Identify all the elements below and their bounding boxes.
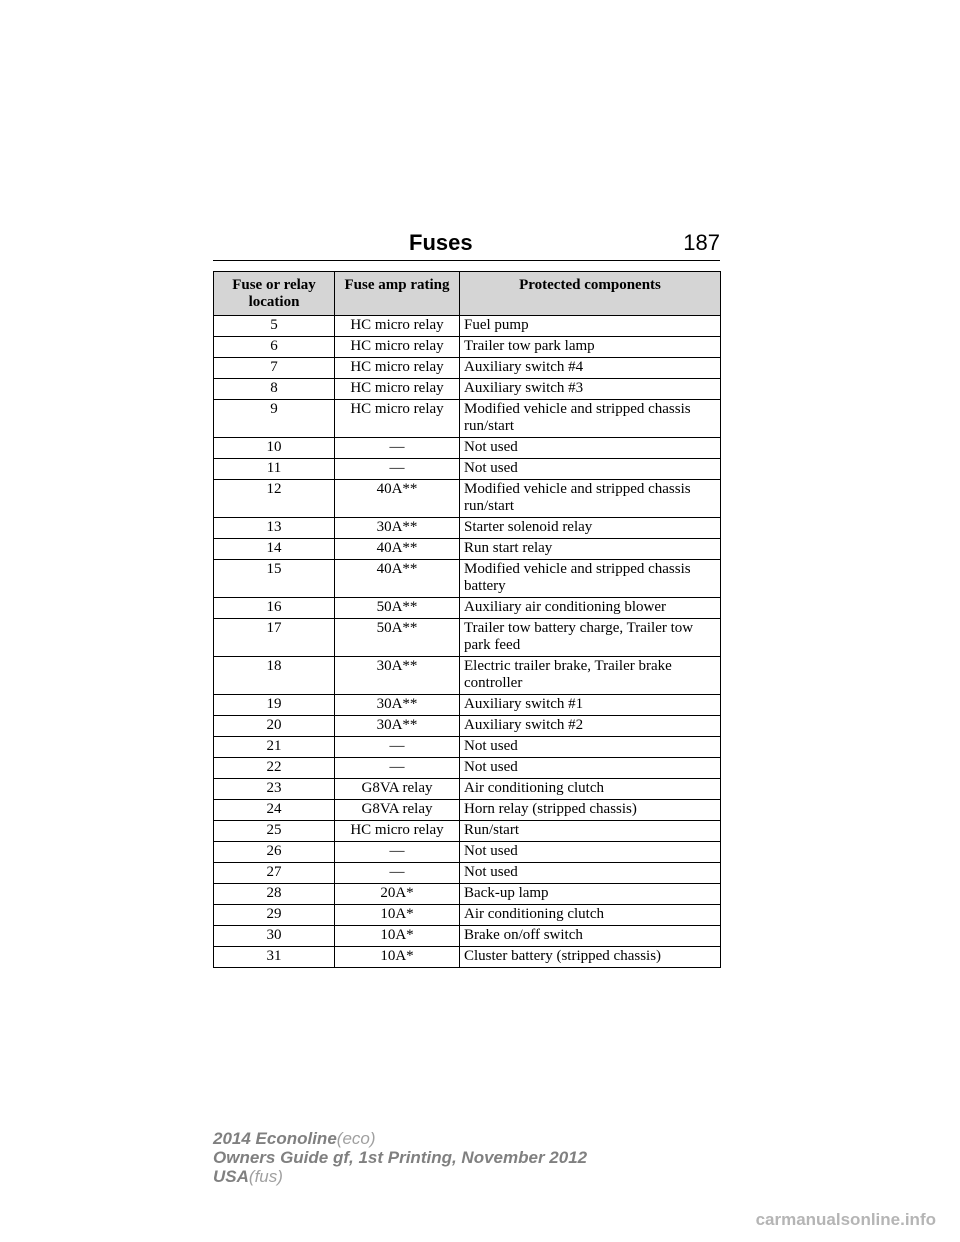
cell-protected-components: Fuel pump xyxy=(460,316,721,337)
cell-protected-components: Auxiliary switch #1 xyxy=(460,695,721,716)
footer-market-code: (fus) xyxy=(248,1167,283,1186)
cell-protected-components: Not used xyxy=(460,863,721,884)
cell-amp-rating: 30A** xyxy=(335,695,460,716)
cell-location: 31 xyxy=(214,947,335,968)
cell-location: 6 xyxy=(214,337,335,358)
cell-amp-rating: 40A** xyxy=(335,480,460,518)
section-title: Fuses xyxy=(409,230,473,255)
cell-protected-components: Electric trailer brake, Trailer brake controller xyxy=(460,657,721,695)
cell-protected-components: Auxiliary air conditioning blower xyxy=(460,598,721,619)
cell-location: 21 xyxy=(214,737,335,758)
table-row xyxy=(214,459,721,480)
cell-amp-rating: 20A* xyxy=(335,884,460,905)
cell-protected-components: Modified vehicle and stripped chassis run/start xyxy=(460,400,721,438)
table-row xyxy=(214,438,721,459)
cell-location: 16 xyxy=(214,598,335,619)
table-row xyxy=(214,947,721,968)
cell-amp-rating: — xyxy=(335,842,460,863)
cell-protected-components: Trailer tow park lamp xyxy=(460,337,721,358)
cell-location: 9 xyxy=(214,400,335,438)
cell-protected-components: Not used xyxy=(460,737,721,758)
cell-protected-components: Run/start xyxy=(460,821,721,842)
document-footer xyxy=(213,1129,587,1186)
cell-location: 5 xyxy=(214,316,335,337)
table-row xyxy=(214,800,721,821)
column-header-amp-rating: Fuse amp rating xyxy=(335,272,460,316)
cell-location: 12 xyxy=(214,480,335,518)
cell-location: 22 xyxy=(214,758,335,779)
cell-protected-components: Modified vehicle and stripped chassis run/start xyxy=(460,480,721,518)
cell-location: 15 xyxy=(214,560,335,598)
cell-amp-rating: HC micro relay xyxy=(335,821,460,842)
table-row xyxy=(214,619,721,657)
table-row xyxy=(214,539,721,560)
cell-amp-rating: 30A** xyxy=(335,716,460,737)
table-row xyxy=(214,657,721,695)
cell-protected-components: Auxiliary switch #2 xyxy=(460,716,721,737)
cell-amp-rating: — xyxy=(335,737,460,758)
footer-printing: Owners Guide gf, 1st Printing, November 2012 xyxy=(213,1148,588,1167)
footer-model-code: (eco) xyxy=(336,1129,376,1148)
cell-location: 11 xyxy=(214,459,335,480)
footer-line-3 xyxy=(213,1167,587,1186)
cell-protected-components: Air conditioning clutch xyxy=(460,905,721,926)
cell-location: 13 xyxy=(214,518,335,539)
cell-location: 26 xyxy=(214,842,335,863)
cell-amp-rating: 40A** xyxy=(335,539,460,560)
cell-protected-components: Horn relay (stripped chassis) xyxy=(460,800,721,821)
table-header-row xyxy=(214,272,721,316)
cell-protected-components: Run start relay xyxy=(460,539,721,560)
cell-location: 24 xyxy=(214,800,335,821)
cell-protected-components: Not used xyxy=(460,842,721,863)
table-row xyxy=(214,358,721,379)
cell-amp-rating: 40A** xyxy=(335,560,460,598)
cell-amp-rating: 10A* xyxy=(335,947,460,968)
cell-amp-rating: HC micro relay xyxy=(335,337,460,358)
cell-location: 18 xyxy=(214,657,335,695)
table-row xyxy=(214,400,721,438)
cell-protected-components: Air conditioning clutch xyxy=(460,779,721,800)
column-header-location: Fuse or relay location xyxy=(214,272,335,316)
cell-protected-components: Back-up lamp xyxy=(460,884,721,905)
cell-protected-components: Not used xyxy=(460,459,721,480)
footer-model: 2014 Econoline xyxy=(213,1129,337,1148)
table-row xyxy=(214,926,721,947)
cell-protected-components: Not used xyxy=(460,438,721,459)
table-row xyxy=(214,779,721,800)
table-row xyxy=(214,598,721,619)
cell-location: 14 xyxy=(214,539,335,560)
cell-amp-rating: 50A** xyxy=(335,619,460,657)
table-row xyxy=(214,316,721,337)
footer-line-1 xyxy=(213,1129,587,1148)
cell-amp-rating: G8VA relay xyxy=(335,800,460,821)
cell-location: 27 xyxy=(214,863,335,884)
table-row xyxy=(214,758,721,779)
footer-market: USA xyxy=(213,1167,249,1186)
cell-location: 30 xyxy=(214,926,335,947)
table-row xyxy=(214,337,721,358)
table-row xyxy=(214,480,721,518)
table-row xyxy=(214,842,721,863)
cell-location: 28 xyxy=(214,884,335,905)
table-row xyxy=(214,716,721,737)
cell-location: 25 xyxy=(214,821,335,842)
cell-amp-rating: 50A** xyxy=(335,598,460,619)
cell-location: 23 xyxy=(214,779,335,800)
cell-amp-rating: 30A** xyxy=(335,518,460,539)
table-row xyxy=(214,695,721,716)
table-row xyxy=(214,884,721,905)
page-header xyxy=(213,228,720,258)
cell-amp-rating: HC micro relay xyxy=(335,316,460,337)
cell-amp-rating: 10A* xyxy=(335,905,460,926)
cell-amp-rating: 10A* xyxy=(335,926,460,947)
cell-location: 7 xyxy=(214,358,335,379)
page-number: 187 xyxy=(683,230,720,255)
cell-location: 17 xyxy=(214,619,335,657)
cell-location: 19 xyxy=(214,695,335,716)
cell-location: 10 xyxy=(214,438,335,459)
table-row xyxy=(214,821,721,842)
cell-amp-rating: — xyxy=(335,438,460,459)
cell-amp-rating: 30A** xyxy=(335,657,460,695)
table-body xyxy=(214,316,721,968)
fuse-table xyxy=(213,271,721,968)
cell-protected-components: Modified vehicle and stripped chassis battery xyxy=(460,560,721,598)
cell-protected-components: Brake on/off switch xyxy=(460,926,721,947)
cell-location: 8 xyxy=(214,379,335,400)
header-divider xyxy=(213,260,720,261)
cell-location: 29 xyxy=(214,905,335,926)
site-watermark: carmanualsonline.info xyxy=(755,1210,936,1229)
cell-protected-components: Not used xyxy=(460,758,721,779)
cell-protected-components: Starter solenoid relay xyxy=(460,518,721,539)
table-row xyxy=(214,863,721,884)
cell-protected-components: Auxiliary switch #4 xyxy=(460,358,721,379)
column-header-protected-components: Protected components xyxy=(460,272,721,316)
cell-amp-rating: — xyxy=(335,758,460,779)
table-row xyxy=(214,560,721,598)
cell-amp-rating: — xyxy=(335,459,460,480)
cell-amp-rating: HC micro relay xyxy=(335,379,460,400)
cell-protected-components: Cluster battery (stripped chassis) xyxy=(460,947,721,968)
cell-amp-rating: — xyxy=(335,863,460,884)
cell-amp-rating: HC micro relay xyxy=(335,400,460,438)
table-row xyxy=(214,518,721,539)
table-row xyxy=(214,737,721,758)
cell-amp-rating: G8VA relay xyxy=(335,779,460,800)
table-row xyxy=(214,905,721,926)
cell-location: 20 xyxy=(214,716,335,737)
footer-line-2 xyxy=(213,1148,587,1167)
cell-protected-components: Trailer tow battery charge, Trailer tow park feed xyxy=(460,619,721,657)
cell-protected-components: Auxiliary switch #3 xyxy=(460,379,721,400)
cell-amp-rating: HC micro relay xyxy=(335,358,460,379)
table-row xyxy=(214,379,721,400)
